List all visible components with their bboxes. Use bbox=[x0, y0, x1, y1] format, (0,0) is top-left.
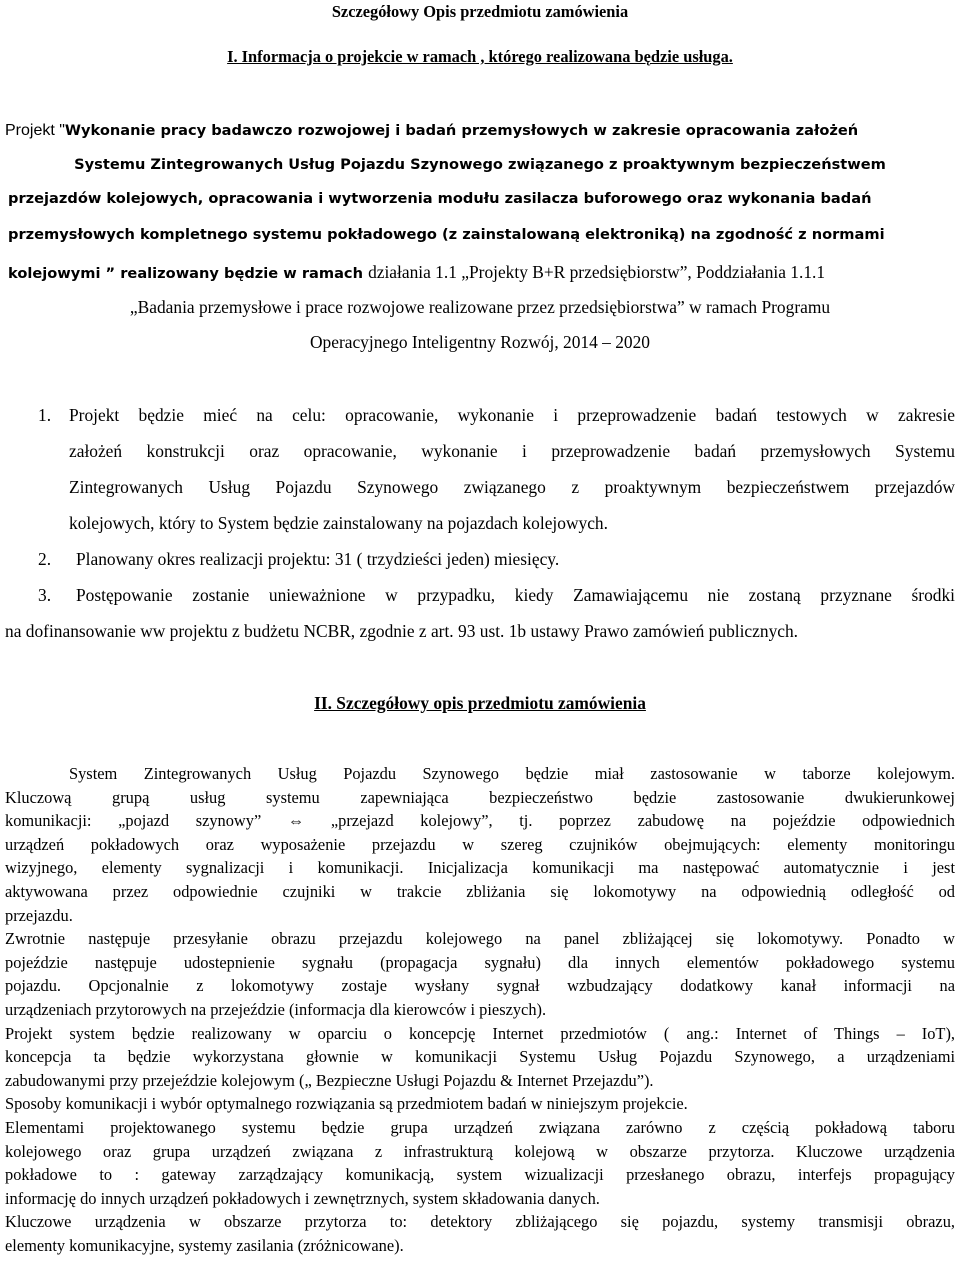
project-line-5 bbox=[8, 262, 825, 283]
list-item-1-line-3 bbox=[69, 477, 955, 498]
list-num-3: 3. bbox=[38, 585, 52, 605]
list-item-1-line-4: kolejowych, który to System będzie zainstalowany na pojazdach kolejowych. bbox=[69, 513, 608, 533]
project-line-3: przejazdów kolejowych, opracowania i wytworzenia modułu zasilacza buforowego oraz wykonania badań bbox=[8, 190, 872, 207]
list-item-1-line-2 bbox=[69, 441, 955, 462]
list-num-1: 1. bbox=[38, 405, 52, 425]
body-line: komunikacji: „pojazd szynowy” ⇔ „przejazd kolejowy”, tj. poprzez zabudowę na pojeździe odpowiednich bbox=[5, 811, 955, 831]
project-line-7: Operacyjnego Inteligentny Rozwój, 2014 – 2020 bbox=[309, 332, 650, 352]
body-line: urządzeń pokładowych oraz wyposażenie przejazdu w szereg czujników obejmujących: elementy monitoringu bbox=[5, 834, 955, 854]
body-line: Zwrotnie następuje przesyłanie obrazu przejazdu kolejowego na panel zbliżającej się lokomotywy. Ponadto w bbox=[5, 929, 955, 949]
body-line: pojeździe następuje udostepnienie sygnału (propagacja sygnału) dla innych elementów pokładowego systemu bbox=[5, 952, 955, 972]
body-line: Projekt system będzie realizowany w oparciu o koncepcję Internet przedmiotów ( ang.: Internet of Things – IoT), bbox=[5, 1023, 955, 1043]
list-text: założeń konstrukcji oraz opracowanie, wykonanie i przeprowadzenie badań przemysłowych Systemu bbox=[69, 441, 955, 461]
body-line: zabudowanymi przy przejeździe kolejowym („ Bezpieczne Usługi Pojazdu & Internet Przejazdu”). bbox=[5, 1070, 654, 1090]
list-text: Postępowanie zostanie unieważnione w przypadku, kiedy Zamawiającemu nie zostaną przyznane środki bbox=[76, 585, 955, 605]
body-line: pojazdu. Opcjonalnie z lokomotywy zostaje wysłany sygnał wzbudzający dodatkowy kanał informacji na bbox=[5, 976, 955, 996]
document-title: Szczegółowy Opis przedmiotu zamówienia bbox=[331, 2, 629, 21]
body-line: Kluczowe urządzenia w obszarze przytorza to: detektory zbliżającego się pojazdu, systemy transmisji obrazu, bbox=[5, 1212, 955, 1232]
body-line: przejazdu. bbox=[5, 905, 73, 925]
body-line: kolejowego oraz grupa urządzeń związana z infrastrukturą kolejową w obszarze przytorza. Kluczowe urządzenia bbox=[5, 1141, 955, 1161]
body-line: informację do innych urządzeń pokładowych i zewnętrznych, system składowania danych. bbox=[5, 1188, 600, 1208]
project-line-5-bold: kolejowymi ” realizowany będzie w ramach bbox=[8, 265, 369, 282]
body-line: aktywowana przez odpowiednie czujniki w trakcie zbliżania się lokomotywy na odpowiednią odległość od bbox=[5, 882, 955, 901]
body-line: pokładowe to : gateway zarządzający komunikacją, system wizualizacji przesłanego obrazu, interfejs propagujący bbox=[5, 1165, 955, 1185]
project-line-1 bbox=[5, 120, 955, 140]
project-line-6: „Badania przemysłowe i prace rozwojowe realizowane przez przedsiębiorstwa” w ramach Programu bbox=[129, 297, 831, 317]
project-line-5-regular: działania 1.1 „Projekty B+R przedsiębiorstw”, Poddziałania 1.1.1 bbox=[368, 262, 826, 282]
body-line: wizyjnego, elementy sygnalizacji i komunikacji. Inicjalizacja komunikacji ma następować automatycznie i jest bbox=[5, 858, 955, 878]
body-line: System Zintegrowanych Usług Pojazdu Szynowego będzie miał zastosowanie w taborze kolejowym. bbox=[69, 764, 955, 783]
body-line: elementy komunikacyjne, systemy zasilania (zróżnicowane). bbox=[5, 1236, 404, 1255]
list-item-3-line-2: na dofinansowanie ww projektu z budżetu NCBR, zgodnie z art. 93 ust. 1b ustawy Prawo zamówień publicznych. bbox=[5, 621, 799, 641]
project-line-4: przemysłowych kompletnego systemu pokładowego (z zainstalowaną elektroniką) na zgodność z normami bbox=[8, 226, 885, 243]
list-num-2: 2. bbox=[38, 549, 52, 569]
list-text: Zintegrowanych Usług Pojazdu Szynowego związanego z proaktywnym bezpieczeństwem przejazdów bbox=[69, 477, 955, 497]
body-line: Kluczową grupą usług systemu zapewniająca bezpieczeństwo będzie zastosowanie dwukierunkowej bbox=[5, 787, 955, 807]
list-item-1-line-1 bbox=[69, 405, 955, 426]
body-line: Sposoby komunikacji i wybór optymalnego rozwiązania są przedmiotem badań w niniejszym projekcie. bbox=[5, 1094, 688, 1114]
body-line: Elementami projektowanego systemu będzie grupa urządzeń związana zarówno z częścią pokładową taboru bbox=[5, 1118, 955, 1137]
list-item-2: Planowany okres realizacji projektu: 31 ( trzydzieści jeden) miesięcy. bbox=[76, 549, 560, 569]
body-line: urządzeniach przytorowych na przejeździe (informacja dla kierowców i pieszych). bbox=[5, 1000, 547, 1019]
body-line: koncepcja ta będzie wykorzystana głownie w komunikacji Systemu Usług Pojazdu Szynowego, a urządzeniami bbox=[5, 1047, 955, 1067]
list-item-3-line-1 bbox=[76, 585, 955, 606]
list-text: Projekt będzie mieć na celu: opracowanie, wykonanie i przeprowadzenie badań testowych w zakresie bbox=[69, 405, 955, 425]
project-prefix: Projekt " bbox=[5, 122, 65, 139]
project-bold-line: Wykonanie pracy badawczo rozwojowej i badań przemysłowych w zakresie opracowania założeń bbox=[64, 122, 859, 139]
section2-heading: II. Szczegółowy opis przedmiotu zamówienia bbox=[314, 693, 646, 713]
project-line-2: Systemu Zintegrowanych Usług Pojazdu Szynowego związanego z proaktywnym bezpieczeństwem bbox=[74, 156, 886, 173]
section1-heading: I. Informacja o projekcie w ramach , którego realizowana będzie usługa. bbox=[227, 47, 733, 66]
